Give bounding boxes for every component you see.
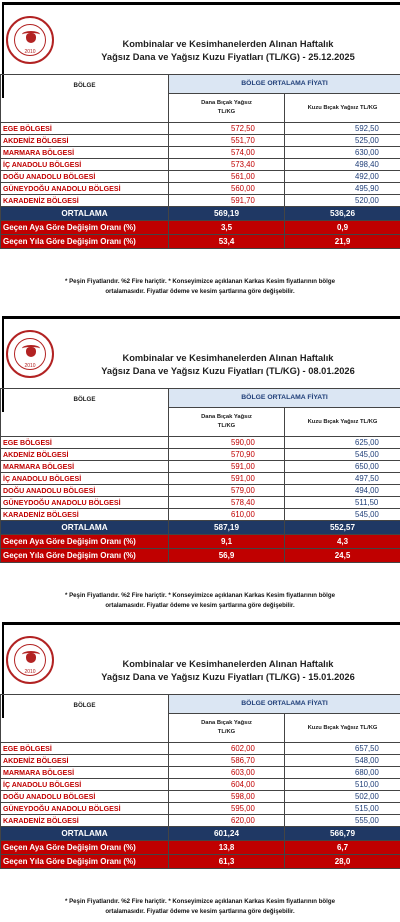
- title-line-1: Kombinalar ve Kesimhanelerden Alınan Haftalık: [60, 658, 396, 671]
- average-row: [1, 827, 400, 841]
- table-row: [1, 147, 400, 159]
- region-name: MARMARA BÖLGESİ: [1, 147, 169, 159]
- lamb-price: 498,40: [285, 159, 400, 171]
- average-price-header: BÖLGE ORTALAMA FİYATI: [169, 695, 400, 714]
- table-row: [1, 791, 400, 803]
- average-label: ORTALAMA: [1, 521, 169, 535]
- region-name: MARMARA BÖLGESİ: [1, 461, 169, 473]
- council-logo-icon: [6, 636, 54, 684]
- lamb-price: 625,00: [285, 437, 400, 449]
- title-line-2: Yağsız Dana ve Yağsız Kuzu Fiyatları (TL/KG) - 15.01.2026: [60, 671, 396, 684]
- beef-price: 572,50: [169, 123, 285, 135]
- yearly-change-row: [1, 549, 400, 563]
- monthly-change-label: Geçen Aya Göre Değişim Oranı (%): [1, 841, 169, 855]
- yearly-change-label: Geçen Yıla Göre Değişim Oranı (%): [1, 549, 169, 563]
- monthly-change-row: [1, 841, 400, 855]
- region-name: AKDENİZ BÖLGESİ: [1, 755, 169, 767]
- average-lamb: 536,26: [285, 207, 400, 221]
- lamb-price: 511,50: [285, 497, 400, 509]
- yearly-change-lamb: 28,0: [285, 855, 400, 869]
- average-beef: 601,24: [169, 827, 285, 841]
- lamb-price: 680,00: [285, 767, 400, 779]
- footnote: [18, 897, 382, 917]
- yearly-change-beef: 56,9: [169, 549, 285, 563]
- monthly-change-beef: 9,1: [169, 535, 285, 549]
- lamb-price: 494,00: [285, 485, 400, 497]
- region-name: DOĞU ANADOLU BÖLGESİ: [1, 791, 169, 803]
- lamb-price: 510,00: [285, 779, 400, 791]
- lamb-price: 545,00: [285, 449, 400, 461]
- yearly-change-row: [1, 855, 400, 869]
- table-row: [1, 767, 400, 779]
- lamb-column-header: Kuzu Bıçak Yağsız TL/KG: [285, 94, 400, 123]
- frame-border: [2, 622, 400, 625]
- yearly-change-lamb: 24,5: [285, 549, 400, 563]
- beef-price: 578,40: [169, 497, 285, 509]
- average-label: ORTALAMA: [1, 207, 169, 221]
- lamb-column-header: Kuzu Bıçak Yağsız TL/KG: [285, 714, 400, 743]
- frame-border: [2, 316, 400, 319]
- beef-price: 595,00: [169, 803, 285, 815]
- average-lamb: 566,79: [285, 827, 400, 841]
- lamb-price: 630,00: [285, 147, 400, 159]
- yearly-change-lamb: 21,9: [285, 235, 400, 249]
- table-row: [1, 159, 400, 171]
- beef-price: 603,00: [169, 767, 285, 779]
- region-name: KARADENİZ BÖLGESİ: [1, 509, 169, 521]
- average-row: [1, 207, 400, 221]
- price-report: [0, 316, 400, 616]
- region-name: GÜNEYDOĞU ANADOLU BÖLGESİ: [1, 803, 169, 815]
- lamb-price: 548,00: [285, 755, 400, 767]
- logo-year: 2010: [8, 49, 52, 55]
- lamb-price: 515,00: [285, 803, 400, 815]
- region-name: DOĞU ANADOLU BÖLGESİ: [1, 171, 169, 183]
- region-name: AKDENİZ BÖLGESİ: [1, 449, 169, 461]
- table-row: [1, 195, 400, 207]
- monthly-change-beef: 3,5: [169, 221, 285, 235]
- region-name: EGE BÖLGESİ: [1, 743, 169, 755]
- monthly-change-lamb: 4,3: [285, 535, 400, 549]
- beef-price: 598,00: [169, 791, 285, 803]
- bull-head-icon: [26, 33, 36, 43]
- title-line-2: Yağsız Dana ve Yağsız Kuzu Fiyatları (TL/KG) - 08.01.2026: [60, 365, 396, 378]
- yearly-change-beef: 61,3: [169, 855, 285, 869]
- table-row: [1, 509, 400, 521]
- bull-head-icon: [26, 347, 36, 357]
- price-report: [0, 2, 400, 302]
- monthly-change-beef: 13,8: [169, 841, 285, 855]
- table-row: [1, 815, 400, 827]
- table-row: [1, 135, 400, 147]
- logo-year: 2010: [8, 669, 52, 675]
- beef-column-header: Dana Bıçak Yağsız TL/KG: [169, 714, 285, 743]
- beef-price: 574,00: [169, 147, 285, 159]
- table-row: [1, 755, 400, 767]
- lamb-column-header: Kuzu Bıçak Yağsız TL/KG: [285, 408, 400, 437]
- footnote-line-1: * Peşin Fiyatlarıdır. %2 Fire hariçtir. * Konseyimizce açıklanan Karkas Kesim fiyatlarının bölge: [18, 897, 382, 907]
- beef-column-header: Dana Bıçak Yağsız TL/KG: [169, 94, 285, 123]
- bull-head-icon: [26, 653, 36, 663]
- monthly-change-label: Geçen Aya Göre Değişim Oranı (%): [1, 535, 169, 549]
- average-row: [1, 521, 400, 535]
- beef-price: 602,00: [169, 743, 285, 755]
- beef-price: 591,00: [169, 461, 285, 473]
- region-name: DOĞU ANADOLU BÖLGESİ: [1, 485, 169, 497]
- council-logo-icon: [6, 16, 54, 64]
- footnote-line-2: ortalamasıdır. Fiyatlar ödeme ve kesim şartlarına göre değişebilir.: [18, 601, 382, 611]
- table-row: [1, 171, 400, 183]
- average-beef: 587,19: [169, 521, 285, 535]
- lamb-price: 492,00: [285, 171, 400, 183]
- beef-price: 620,00: [169, 815, 285, 827]
- footnote-line-2: ortalamasıdır. Fiyatlar ödeme ve kesim şartlarına göre değişebilir.: [18, 907, 382, 917]
- report-title: [60, 352, 396, 378]
- footnote: [18, 277, 382, 297]
- table-row: [1, 743, 400, 755]
- beef-price: 560,00: [169, 183, 285, 195]
- report-title: [60, 658, 396, 684]
- average-price-header: BÖLGE ORTALAMA FİYATI: [169, 389, 400, 408]
- lamb-price: 497,50: [285, 473, 400, 485]
- council-logo-icon: [6, 330, 54, 378]
- average-lamb: 552,57: [285, 521, 400, 535]
- table-row: [1, 779, 400, 791]
- lamb-price: 592,50: [285, 123, 400, 135]
- region-column-header: BÖLGE: [1, 389, 169, 437]
- lamb-price: 545,00: [285, 509, 400, 521]
- region-column-header: BÖLGE: [1, 75, 169, 123]
- table-row: [1, 803, 400, 815]
- beef-price: 551,70: [169, 135, 285, 147]
- beef-price: 610,00: [169, 509, 285, 521]
- region-name: AKDENİZ BÖLGESİ: [1, 135, 169, 147]
- monthly-change-row: [1, 221, 400, 235]
- average-beef: 569,19: [169, 207, 285, 221]
- region-name: İÇ ANADOLU BÖLGESİ: [1, 159, 169, 171]
- title-line-1: Kombinalar ve Kesimhanelerden Alınan Haftalık: [60, 38, 396, 51]
- price-table: [0, 74, 400, 249]
- region-name: EGE BÖLGESİ: [1, 123, 169, 135]
- table-row: [1, 183, 400, 195]
- region-name: MARMARA BÖLGESİ: [1, 767, 169, 779]
- footnote-line-1: * Peşin Fiyatlarıdır. %2 Fire hariçtir. * Konseyimizce açıklanan Karkas Kesim fiyatlarının bölge: [18, 277, 382, 287]
- lamb-price: 502,00: [285, 791, 400, 803]
- region-name: İÇ ANADOLU BÖLGESİ: [1, 779, 169, 791]
- monthly-change-lamb: 0,9: [285, 221, 400, 235]
- lamb-price: 525,00: [285, 135, 400, 147]
- average-price-header: BÖLGE ORTALAMA FİYATI: [169, 75, 400, 94]
- price-table: [0, 388, 400, 563]
- region-name: İÇ ANADOLU BÖLGESİ: [1, 473, 169, 485]
- price-table: [0, 694, 400, 869]
- monthly-change-label: Geçen Aya Göre Değişim Oranı (%): [1, 221, 169, 235]
- frame-border: [2, 2, 400, 5]
- title-line-2: Yağsız Dana ve Yağsız Kuzu Fiyatları (TL/KG) - 25.12.2025: [60, 51, 396, 64]
- table-row: [1, 123, 400, 135]
- lamb-price: 495,90: [285, 183, 400, 195]
- title-line-1: Kombinalar ve Kesimhanelerden Alınan Haftalık: [60, 352, 396, 365]
- table-row: [1, 473, 400, 485]
- beef-price: 591,70: [169, 195, 285, 207]
- footnote-line-2: ortalamasıdır. Fiyatlar ödeme ve kesim şartlarına göre değişebilir.: [18, 287, 382, 297]
- region-name: KARADENİZ BÖLGESİ: [1, 195, 169, 207]
- beef-price: 586,70: [169, 755, 285, 767]
- lamb-price: 555,00: [285, 815, 400, 827]
- beef-column-header: Dana Bıçak Yağsız TL/KG: [169, 408, 285, 437]
- region-column-header: BÖLGE: [1, 695, 169, 743]
- logo-year: 2010: [8, 363, 52, 369]
- average-label: ORTALAMA: [1, 827, 169, 841]
- yearly-change-beef: 53,4: [169, 235, 285, 249]
- yearly-change-label: Geçen Yıla Göre Değişim Oranı (%): [1, 855, 169, 869]
- lamb-price: 650,00: [285, 461, 400, 473]
- beef-price: 591,00: [169, 473, 285, 485]
- beef-price: 570,90: [169, 449, 285, 461]
- monthly-change-row: [1, 535, 400, 549]
- table-row: [1, 461, 400, 473]
- table-row: [1, 437, 400, 449]
- lamb-price: 520,00: [285, 195, 400, 207]
- monthly-change-lamb: 6,7: [285, 841, 400, 855]
- beef-price: 590,00: [169, 437, 285, 449]
- yearly-change-label: Geçen Yıla Göre Değişim Oranı (%): [1, 235, 169, 249]
- beef-price: 573,40: [169, 159, 285, 171]
- region-name: GÜNEYDOĞU ANADOLU BÖLGESİ: [1, 497, 169, 509]
- region-name: KARADENİZ BÖLGESİ: [1, 815, 169, 827]
- region-name: EGE BÖLGESİ: [1, 437, 169, 449]
- table-row: [1, 485, 400, 497]
- region-name: GÜNEYDOĞU ANADOLU BÖLGESİ: [1, 183, 169, 195]
- beef-price: 604,00: [169, 779, 285, 791]
- table-row: [1, 497, 400, 509]
- table-row: [1, 449, 400, 461]
- beef-price: 579,00: [169, 485, 285, 497]
- footnote: [18, 591, 382, 611]
- footnote-line-1: * Peşin Fiyatlarıdır. %2 Fire hariçtir. * Konseyimizce açıklanan Karkas Kesim fiyatlarının bölge: [18, 591, 382, 601]
- price-report: [0, 622, 400, 922]
- beef-price: 561,00: [169, 171, 285, 183]
- report-title: [60, 38, 396, 64]
- yearly-change-row: [1, 235, 400, 249]
- lamb-price: 657,50: [285, 743, 400, 755]
